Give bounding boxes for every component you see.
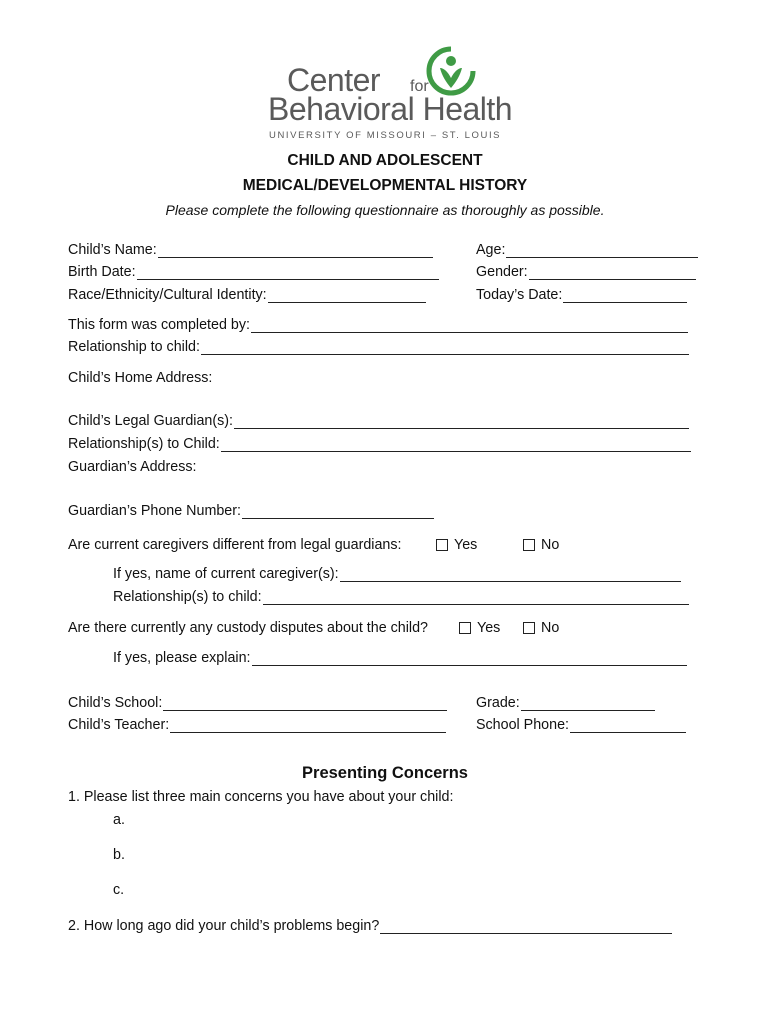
question-1: 1. Please list three main concerns you have about your child: xyxy=(68,789,454,805)
guardian-phone-input[interactable] xyxy=(242,504,434,519)
caregiver-name-field[interactable] xyxy=(113,566,681,582)
custody-no-checkbox[interactable] xyxy=(523,622,535,634)
custody-no-option[interactable] xyxy=(523,620,559,636)
birth-date-label: Birth Date: xyxy=(68,264,136,280)
caregiver-relationship-input[interactable] xyxy=(263,590,689,605)
relationship-to-child-field[interactable] xyxy=(68,339,689,355)
age-input[interactable] xyxy=(506,243,698,258)
caregivers-yes-checkbox[interactable] xyxy=(436,539,448,551)
custody-explain-label: If yes, please explain: xyxy=(113,650,251,666)
form-title-line1: CHILD AND ADOLESCENT xyxy=(287,152,483,169)
question-2-input[interactable] xyxy=(380,919,672,934)
age-field[interactable] xyxy=(476,242,698,258)
school-input[interactable] xyxy=(163,696,447,711)
child-name-label: Child’s Name: xyxy=(68,242,157,258)
caregivers-no-label: No xyxy=(541,537,560,553)
completed-by-input[interactable] xyxy=(251,318,688,333)
grade-label: Grade: xyxy=(476,695,520,711)
birth-date-input[interactable] xyxy=(137,265,439,280)
person-in-circle-icon xyxy=(426,46,476,96)
custody-explain-input[interactable] xyxy=(252,651,687,666)
caregivers-no-option[interactable] xyxy=(523,537,559,553)
guardian-phone-field[interactable] xyxy=(68,503,434,519)
guardian-address-label: Guardian’s Address: xyxy=(68,459,197,475)
completed-by-field[interactable] xyxy=(68,317,688,333)
school-field[interactable] xyxy=(68,695,447,711)
logo-behavioral-health-text: Behavioral Health xyxy=(268,91,513,127)
completed-by-label: This form was completed by: xyxy=(68,317,250,333)
home-address-label: Child’s Home Address: xyxy=(68,370,213,386)
concern-a-label: a. xyxy=(113,812,125,828)
presenting-concerns-heading: Presenting Concerns xyxy=(302,764,468,782)
concern-c-label: c. xyxy=(113,882,125,898)
school-label: Child’s School: xyxy=(68,695,163,711)
caregiver-relationship-field[interactable] xyxy=(113,589,689,605)
caregiver-relationship-label: Relationship(s) to child: xyxy=(113,589,262,605)
guardian-relationship-label: Relationship(s) to Child: xyxy=(68,436,220,452)
teacher-input[interactable] xyxy=(170,718,446,733)
caregivers-yes-label: Yes xyxy=(454,537,478,553)
form-instructions: Please complete the following questionnaire as thoroughly as possible. xyxy=(165,202,605,218)
question-2-label: 2. How long ago did your child’s problems begin? xyxy=(68,918,380,934)
child-name-input[interactable] xyxy=(158,243,433,258)
todays-date-input[interactable] xyxy=(563,288,687,303)
legal-guardians-field[interactable] xyxy=(68,413,689,429)
caregivers-question: Are current caregivers different from legal guardians: xyxy=(68,537,402,553)
custody-yes-label: Yes xyxy=(477,620,501,636)
caregivers-yes-option[interactable] xyxy=(436,537,477,553)
guardian-relationship-input[interactable] xyxy=(221,437,691,452)
todays-date-field[interactable] xyxy=(476,287,687,303)
relationship-to-child-label: Relationship to child: xyxy=(68,339,200,355)
school-phone-input[interactable] xyxy=(570,718,686,733)
relationship-to-child-input[interactable] xyxy=(201,340,689,355)
child-name-field[interactable] xyxy=(68,242,433,258)
legal-guardians-label: Child’s Legal Guardian(s): xyxy=(68,413,234,429)
teacher-field[interactable] xyxy=(68,717,446,733)
caregivers-no-checkbox[interactable] xyxy=(523,539,535,551)
custody-yes-checkbox[interactable] xyxy=(459,622,471,634)
legal-guardians-input[interactable] xyxy=(234,414,689,429)
custody-explain-field[interactable] xyxy=(113,650,687,666)
race-input[interactable] xyxy=(268,288,426,303)
custody-yes-option[interactable] xyxy=(459,620,500,636)
logo-university-text: UNIVERSITY OF MISSOURI – ST. LOUIS xyxy=(269,130,502,141)
birth-date-field[interactable] xyxy=(68,264,439,280)
race-label: Race/Ethnicity/Cultural Identity: xyxy=(68,287,267,303)
logo-for-text: for xyxy=(410,78,429,95)
form-title-line2: MEDICAL/DEVELOPMENTAL HISTORY xyxy=(242,177,528,194)
concern-b-label: b. xyxy=(113,847,125,863)
school-phone-label: School Phone: xyxy=(476,717,569,733)
custody-no-label: No xyxy=(541,620,560,636)
school-phone-field[interactable] xyxy=(476,717,686,733)
caregiver-name-input[interactable] xyxy=(340,567,681,582)
race-field[interactable] xyxy=(68,287,426,303)
gender-input[interactable] xyxy=(529,265,696,280)
logo-center-text: Center xyxy=(287,62,381,98)
todays-date-label: Today’s Date: xyxy=(476,287,563,303)
age-label: Age: xyxy=(476,242,506,258)
guardian-phone-label: Guardian’s Phone Number: xyxy=(68,503,241,519)
guardian-relationship-field[interactable] xyxy=(68,436,691,452)
gender-field[interactable] xyxy=(476,264,696,280)
caregiver-name-label: If yes, name of current caregiver(s): xyxy=(113,566,339,582)
custody-question: Are there currently any custody disputes about the child? xyxy=(68,620,429,636)
grade-field[interactable] xyxy=(476,695,655,711)
grade-input[interactable] xyxy=(521,696,655,711)
question-2-field[interactable] xyxy=(68,918,672,934)
gender-label: Gender: xyxy=(476,264,528,280)
teacher-label: Child’s Teacher: xyxy=(68,717,170,733)
